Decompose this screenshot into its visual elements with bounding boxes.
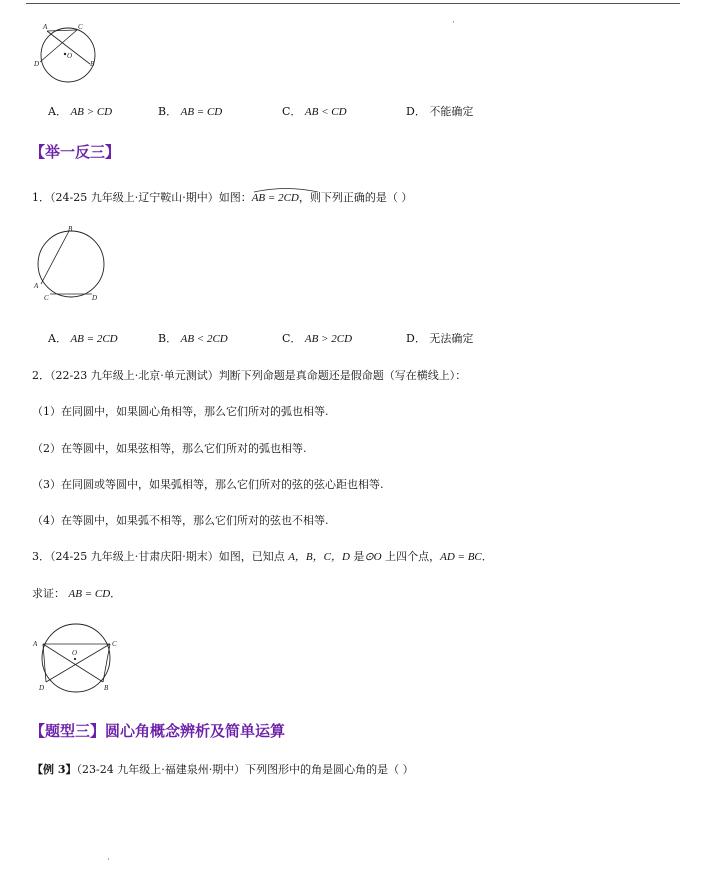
prev-option-b: B． AB = CD xyxy=(158,105,223,118)
circle-q3 xyxy=(42,624,110,692)
label-d: D xyxy=(34,60,40,68)
center-point-q3 xyxy=(74,658,76,660)
chord-cd-q3 xyxy=(46,644,110,682)
q2-item-3: （3）在同圆或等圆中，如果弧相等，那么它们所对的弦的弦心距也相等. xyxy=(32,478,384,491)
section-heading-practice: 【举一反三】 xyxy=(30,143,121,161)
q3-stem: 3．（24-25 九年级上·甘肃庆阳·期末）如图，已知点 A，B，C，D 是⊙O 上四个点，AD = BC． xyxy=(32,550,493,563)
q1-option-d: D． 无法确定 xyxy=(406,332,474,345)
section-heading-type3: 【题型三】圆心角概念辨析及简单运算 xyxy=(30,722,286,740)
q2-stem: 2．（22-23 九年级上·北京·单元测试）判断下列命题是真命题还是假命题（写在横线上）： xyxy=(32,369,467,382)
q1-option-b: B． AB < 2CD xyxy=(158,332,228,345)
q1-option-a: A． AB = 2CD xyxy=(48,332,118,345)
prev-option-a: A． AB > CD xyxy=(48,105,113,118)
circle-q1 xyxy=(38,231,104,297)
label-c-q3: C xyxy=(112,640,117,648)
label-b-q3: B xyxy=(104,684,109,692)
q1-arc-expression: AB = 2CD xyxy=(252,191,299,204)
label-o: O xyxy=(67,52,73,60)
arc-mark-icon xyxy=(252,185,320,193)
scan-dot: · xyxy=(452,18,455,28)
q2-item-2: （2）在等圆中，如果弦相等，那么它们所对的弧也相等. xyxy=(32,442,307,455)
label-c: C xyxy=(78,23,83,31)
label-b: B xyxy=(90,60,95,68)
label-d-q1: D xyxy=(92,294,98,302)
example3-stem: 【例 3】（23-24 九年级上·福建泉州·期中）下列图形中的角是圆心角的是（ ） xyxy=(32,763,414,776)
label-o-q3: O xyxy=(72,649,78,657)
q2-item-4: （4）在等圆中，如果弧不相等，那么它们所对的弦也不相等. xyxy=(32,514,329,527)
label-a: A xyxy=(43,23,48,31)
chord-ad-q3 xyxy=(43,644,46,682)
q1-option-c: C． AB > 2CD xyxy=(282,332,353,345)
label-b-q1: B xyxy=(68,225,73,233)
chord-ac xyxy=(47,30,77,31)
center-point xyxy=(64,53,66,55)
label-a-q1: A xyxy=(34,282,39,290)
label-a-q3: A xyxy=(33,640,38,648)
prev-option-c: C． AB < CD xyxy=(282,105,347,118)
q2-item-1: （1）在同圆中，如果圆心角相等，那么它们所对的弧也相等. xyxy=(32,405,329,418)
q1-stem: 1．（24-25 九年级上·辽宁鞍山·期中）如图： AB = 2CD，则下列正确的是（ ） xyxy=(32,189,412,205)
label-d-q3: D xyxy=(39,684,45,692)
label-c-q1: C xyxy=(44,294,49,302)
page-top-rule xyxy=(26,3,680,4)
scan-dot-bottom: · xyxy=(107,855,110,865)
figure-q1-circle xyxy=(30,224,114,306)
chord-cb-q3 xyxy=(103,644,110,682)
q3-prove: 求证： AB = CD． xyxy=(32,587,122,600)
prev-option-d: D． 不能确定 xyxy=(406,105,474,118)
chord-ab-q1 xyxy=(41,231,69,284)
figure-q3-circle xyxy=(28,622,124,696)
figure-prev-circle xyxy=(32,22,104,84)
